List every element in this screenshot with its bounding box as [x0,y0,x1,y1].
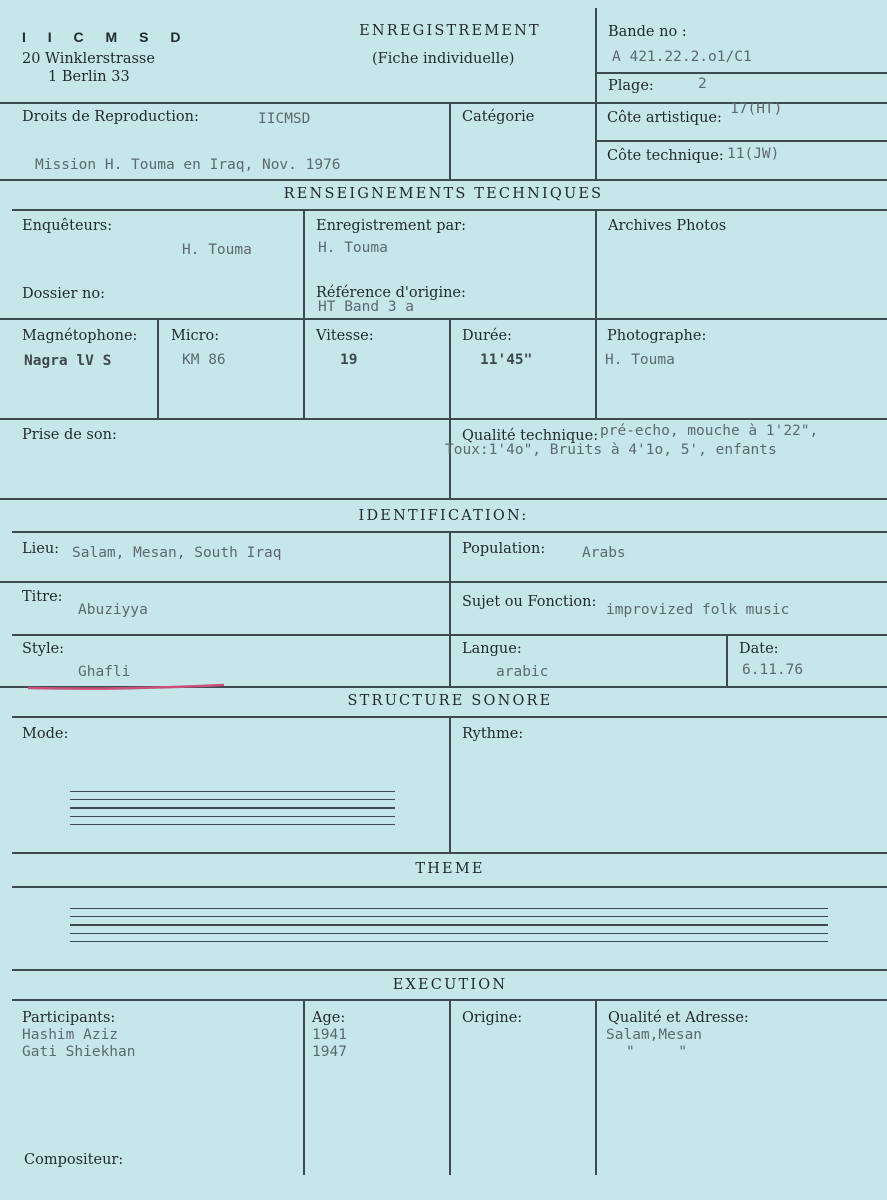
qualite-technique-value-2: Toux:1'4o", Bruits à 4'1o, 5', enfants [445,442,777,458]
date-value: 6.11.76 [742,662,804,678]
cote-artistique-value: 17(HT) [730,101,783,117]
compositeur-label: Compositeur: [24,1152,124,1168]
bande-label: Bande no : [608,24,687,40]
adresse-2: " " [626,1044,688,1060]
sujet-value: improvized folk music [606,602,790,618]
cote-technique-value: 11(JW) [727,146,780,162]
mode-label: Mode: [22,726,69,742]
langue-label: Langue: [462,641,522,657]
plage-value: 2 [698,76,707,92]
magnetophone-value: Nagra lV S [24,353,112,369]
vitesse-label: Vitesse: [316,328,374,344]
participant-1: Hashim Aziz [22,1027,119,1043]
section-heading-technical: RENSEIGNEMENTS TECHNIQUES [283,186,604,202]
pen-underline [28,683,224,691]
style-value: Ghafli [78,664,131,680]
style-label: Style: [22,641,65,657]
section-heading-execution: EXECUTION [392,977,508,993]
org-logo: I I C M S D [22,29,190,45]
address-line-1: 20 Winklerstrasse [22,51,155,67]
section-heading-structure: STRUCTURE SONORE [347,693,553,709]
photographe-value: H. Touma [605,352,675,368]
section-heading-theme: THEME [415,861,485,877]
duree-value: 11'45" [480,352,533,368]
reference-value: HT Band 3 a [318,299,415,315]
population-label: Population: [462,541,546,557]
plage-label: Plage: [608,78,654,94]
origine-label: Origine: [462,1010,523,1026]
enqueteurs-label: Enquêteurs: [22,218,113,234]
droits-label: Droits de Reproduction: [22,109,199,125]
langue-value: arabic [496,664,549,680]
age-1: 1941 [312,1027,347,1043]
form-title: ENREGISTREMENT [359,23,541,39]
bande-value: A 421.22.2.o1/C1 [612,49,752,65]
magnetophone-label: Magnétophone: [22,328,138,344]
micro-value: KM 86 [182,352,226,368]
date-label: Date: [739,641,779,657]
vitesse-value: 19 [340,352,358,368]
address-line-2: 1 Berlin 33 [48,69,130,85]
participants-label: Participants: [22,1010,116,1026]
dossier-label: Dossier no: [22,286,105,302]
rythme-label: Rythme: [462,726,524,742]
lieu-value: Salam, Mesan, South Iraq [72,545,282,561]
qualite-technique-label: Qualité technique: [462,428,599,444]
qualite-adresse-label: Qualité et Adresse: [608,1010,749,1026]
prise-de-son-label: Prise de son: [22,427,117,443]
categorie-label: Catégorie [462,109,535,125]
enregistrement-par-label: Enregistrement par: [316,218,466,234]
section-heading-identification: IDENTIFICATION: [358,508,529,524]
qualite-technique-value-1: pré-echo, mouche à 1'22", [600,423,819,439]
droits-value: IICMSD [258,111,311,127]
mode-staff-lines [70,791,395,832]
lieu-label: Lieu: [22,541,60,557]
age-2: 1947 [312,1044,347,1060]
cote-technique-label: Côte technique: [607,148,724,164]
titre-label: Titre: [22,589,63,605]
population-value: Arabs [582,545,626,561]
duree-label: Durée: [462,328,512,344]
micro-label: Micro: [171,328,220,344]
enqueteurs-value: H. Touma [182,242,252,258]
reference-label: Référence d'origine: [316,285,466,301]
participant-2: Gati Shiekhan [22,1044,136,1060]
age-label: Age: [312,1010,346,1026]
sujet-label: Sujet ou Fonction: [462,594,597,610]
photographe-label: Photographe: [607,328,707,344]
archives-photos-label: Archives Photos [608,218,727,234]
mission-text: Mission H. Touma en Iraq, Nov. 1976 [35,157,341,173]
cote-artistique-label: Côte artistique: [607,110,722,126]
enregistrement-par-value: H. Touma [318,240,388,256]
form-subtitle: (Fiche individuelle) [372,51,515,67]
theme-staff-lines [70,908,828,949]
titre-value: Abuziyya [78,602,148,618]
adresse-1: Salam,Mesan [606,1027,703,1043]
